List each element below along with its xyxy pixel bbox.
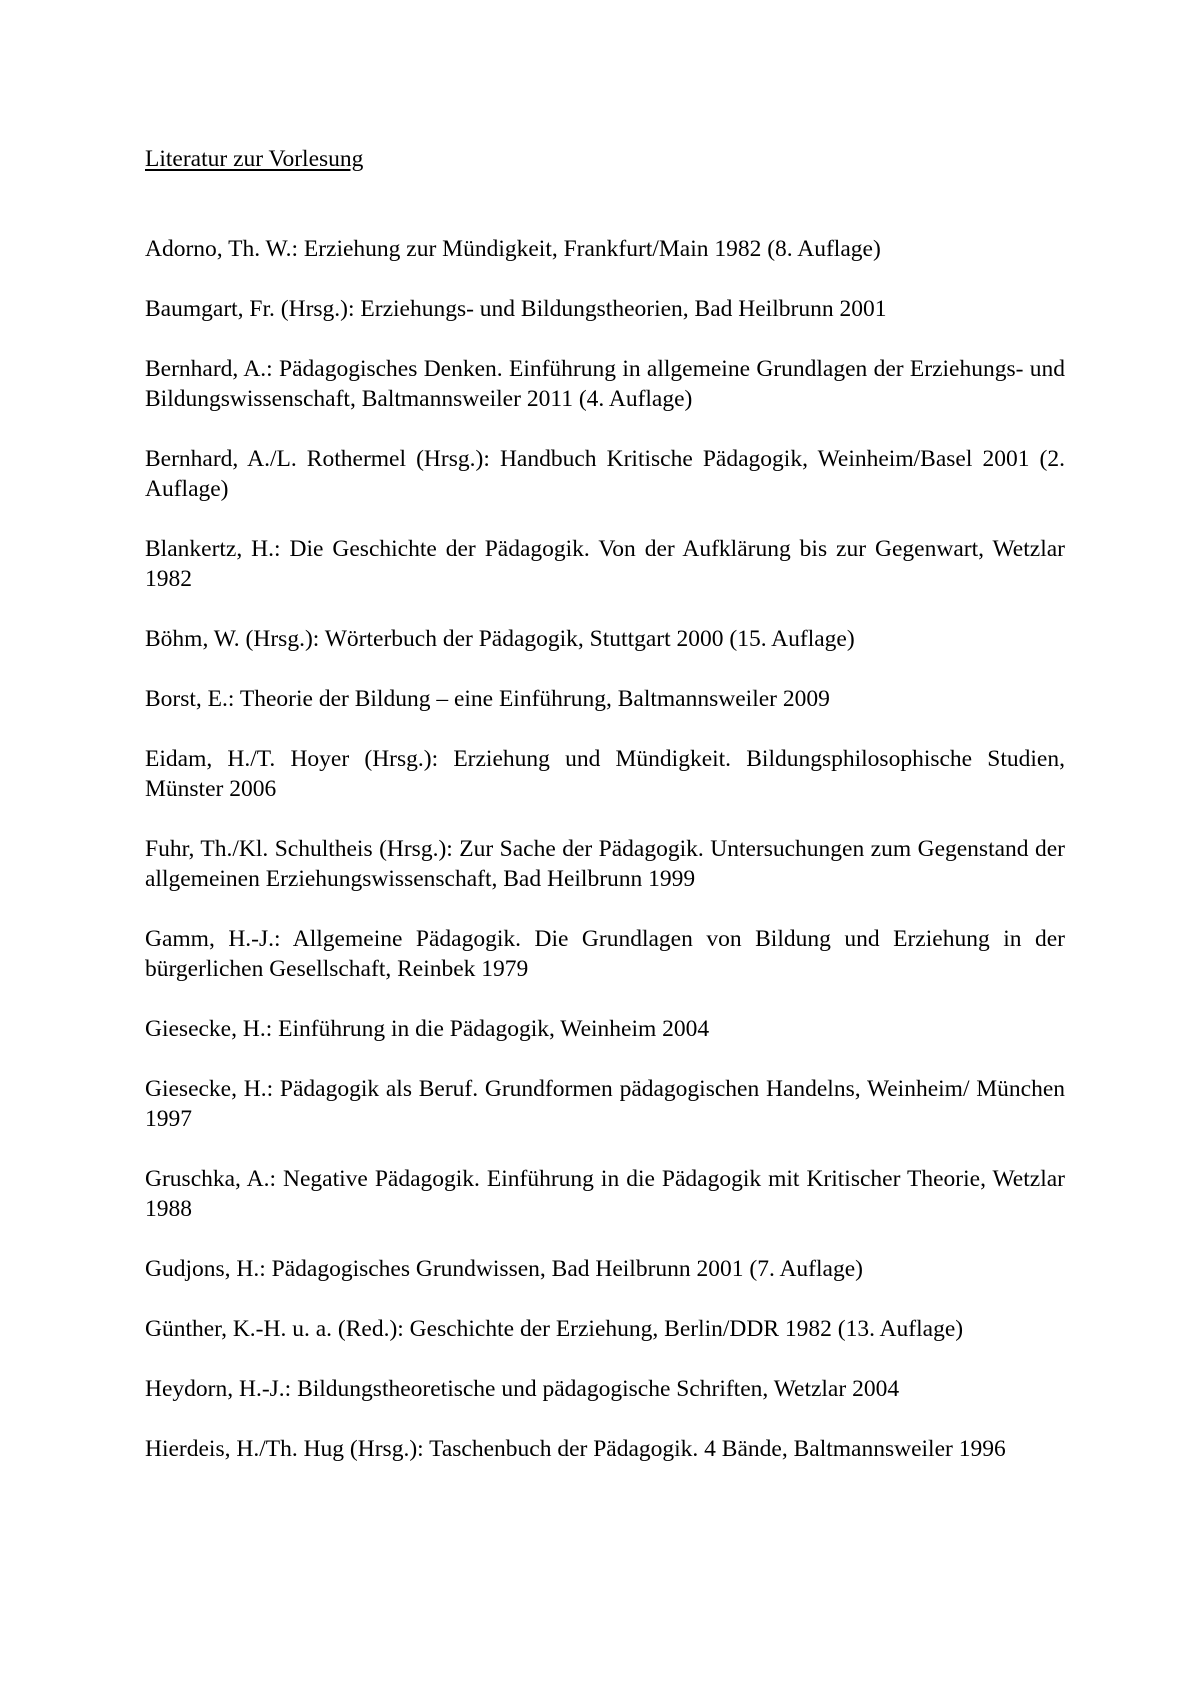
bibliography-entry: Baumgart, Fr. (Hrsg.): Erziehungs- und Bildungstheorien, Bad Heilbrunn 2001 <box>145 296 887 322</box>
bibliography-entry: Gruschka, A.: Negative Pädagogik. Einführung in die Pädagogik mit Kritischer Theorie, Wetzlar 1988 <box>145 1166 1065 1222</box>
bibliography-entry: Blankertz, H.: Die Geschichte der Pädagogik. Von der Aufklärung bis zur Gegenwart, Wetzlar 1982 <box>145 536 1065 592</box>
bibliography-entry: Eidam, H./T. Hoyer (Hrsg.): Erziehung und Mündigkeit. Bildungsphilosophische Studien, Münster 2006 <box>145 746 1065 802</box>
bibliography-entry: Bernhard, A./L. Rothermel (Hrsg.): Handbuch Kritische Pädagogik, Weinheim/Basel 2001 (2. Auflage) <box>145 446 1065 502</box>
bibliography-entry: Borst, E.: Theorie der Bildung – eine Einführung, Baltmannsweiler 2009 <box>145 686 830 712</box>
bibliography-entry: Gudjons, H.: Pädagogisches Grundwissen, Bad Heilbrunn 2001 (7. Auflage) <box>145 1256 863 1282</box>
bibliography-entry: Hierdeis, H./Th. Hug (Hrsg.): Taschenbuch der Pädagogik. 4 Bände, Baltmannsweiler 1996 <box>145 1436 1006 1462</box>
bibliography-entry: Giesecke, H.: Pädagogik als Beruf. Grundformen pädagogischen Handelns, Weinheim/ München 1997 <box>145 1076 1065 1132</box>
bibliography-entry: Giesecke, H.: Einführung in die Pädagogik, Weinheim 2004 <box>145 1016 710 1042</box>
bibliography-entry: Adorno, Th. W.: Erziehung zur Mündigkeit, Frankfurt/Main 1982 (8. Auflage) <box>145 236 881 262</box>
bibliography-entry: Böhm, W. (Hrsg.): Wörterbuch der Pädagogik, Stuttgart 2000 (15. Auflage) <box>145 626 855 652</box>
bibliography-entry: Günther, K.-H. u. a. (Red.): Geschichte der Erziehung, Berlin/DDR 1982 (13. Auflage) <box>145 1316 964 1342</box>
bibliography-entry: Gamm, H.-J.: Allgemeine Pädagogik. Die Grundlagen von Bildung und Erziehung in der bürgerlichen Gesellschaft, Reinbek 1979 <box>145 926 1065 982</box>
bibliography-entry: Fuhr, Th./Kl. Schultheis (Hrsg.): Zur Sache der Pädagogik. Untersuchungen zum Gegenstand der allgemeinen Erziehungswissenschaft, Bad Heilbrunn 1999 <box>145 836 1065 892</box>
page-title: Literatur zur Vorlesung <box>145 146 364 172</box>
bibliography-entry: Heydorn, H.-J.: Bildungstheoretische und pädagogische Schriften, Wetzlar 2004 <box>145 1376 900 1402</box>
bibliography-list <box>145 234 1065 1494</box>
bibliography-entry: Bernhard, A.: Pädagogisches Denken. Einführung in allgemeine Grundlagen der Erziehungs- und Bildungswissenschaft, Baltmannsweiler 2011 (4. Auflage) <box>145 356 1065 412</box>
